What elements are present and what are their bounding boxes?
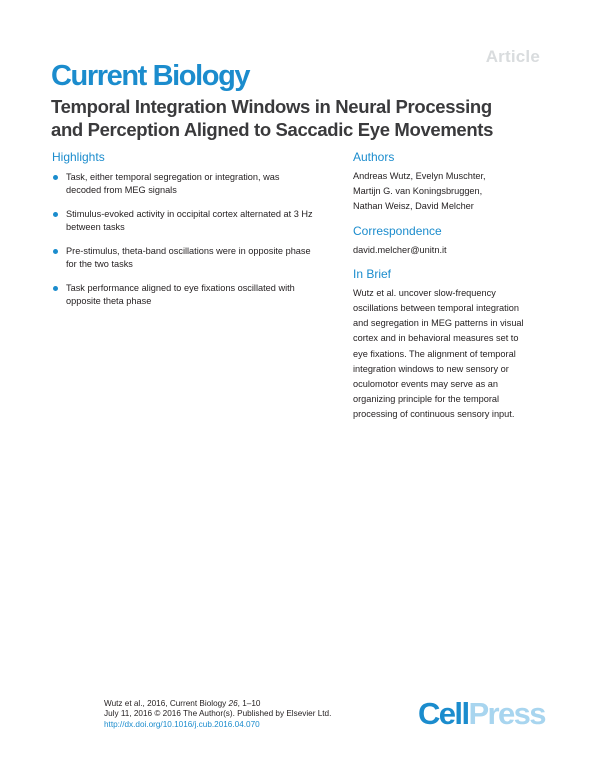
doi-link[interactable]: http://dx.doi.org/10.1016/j.cub.2016.04.070 <box>104 719 260 729</box>
authors-line: Nathan Weisz, David Melcher <box>353 201 474 212</box>
article-label: Article <box>485 47 540 66</box>
in-brief-line: integration windows to new sensory or <box>353 363 509 374</box>
highlight-line: for the two tasks <box>66 259 133 269</box>
right-column <box>353 150 553 432</box>
highlight-item <box>52 208 342 234</box>
highlight-item <box>52 282 342 308</box>
highlight-line: Task, either temporal segregation or integration, was <box>66 172 280 182</box>
citation-line: Wutz et al., 2016, Current Biology 26, 1–10 <box>104 699 261 708</box>
highlight-line: opposite theta phase <box>66 296 152 306</box>
bullet-icon <box>53 175 58 180</box>
cellpress-logo: CellPress <box>418 696 545 731</box>
in-brief-line: organizing principle for the temporal <box>353 394 500 405</box>
journal-name: Current Biology <box>51 60 250 92</box>
bullet-icon <box>53 249 58 254</box>
highlight-line: Task performance aligned to eye fixations oscillated with <box>66 283 295 293</box>
highlight-line: Stimulus-evoked activity in occipital cortex alternated at 3 Hz <box>66 209 313 219</box>
highlight-line: between tasks <box>66 222 125 232</box>
highlight-item <box>52 171 342 197</box>
citation-volume: 26 <box>228 699 238 708</box>
highlight-item <box>52 245 342 271</box>
bullet-icon <box>53 212 58 217</box>
date-line: July 11, 2016 © 2016 The Author(s). Published by Elsevier Ltd. <box>104 709 332 719</box>
in-brief-heading: In Brief <box>353 266 392 281</box>
footer-citation <box>104 699 331 730</box>
bullet-icon <box>53 286 58 291</box>
correspondence-email[interactable]: david.melcher@unitn.it <box>353 244 447 255</box>
in-brief-line: processing of continuous sensory input. <box>353 409 515 420</box>
in-brief-block <box>353 267 553 423</box>
authors-text <box>353 169 553 215</box>
highlights-list <box>52 171 342 308</box>
authors-line: Martijn G. van Koningsbruggen, <box>353 186 483 197</box>
authors-heading: Authors <box>353 150 395 164</box>
in-brief-line: eye fixations. The alignment of temporal <box>353 348 516 359</box>
in-brief-line: Wutz et al. uncover slow-frequency <box>353 287 496 298</box>
authors-block <box>353 150 553 215</box>
correspondence-block <box>353 224 553 258</box>
authors-line: Andreas Wutz, Evelyn Muschter, <box>353 171 486 181</box>
highlight-line: decoded from MEG signals <box>66 185 177 195</box>
paper-title <box>51 95 561 141</box>
left-column <box>52 150 342 319</box>
in-brief-line: and segregation in MEG patterns in visual <box>353 318 524 329</box>
in-brief-text <box>353 286 553 423</box>
in-brief-line: cortex and in behavioral measures set to <box>353 333 519 344</box>
highlight-line: Pre-stimulus, theta-band oscillations were in opposite phase <box>66 246 311 256</box>
title-line-2: and Perception Aligned to Saccadic Eye Movements <box>51 119 494 140</box>
title-line-1: Temporal Integration Windows in Neural Processing <box>51 96 492 117</box>
highlights-heading: Highlights <box>52 150 105 164</box>
correspondence-heading: Correspondence <box>353 223 442 238</box>
in-brief-line: oscillations between temporal integration <box>353 303 519 314</box>
in-brief-line: oculomotor events may serve as an <box>353 379 499 390</box>
